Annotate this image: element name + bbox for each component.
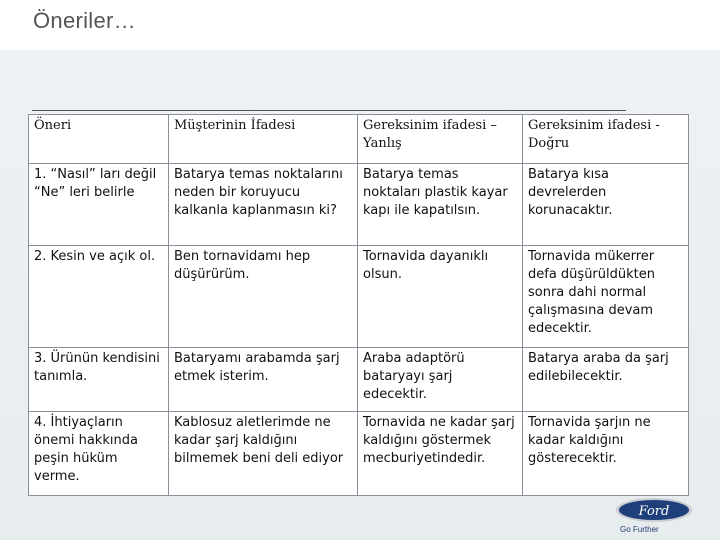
logo-tagline: Go Further: [620, 525, 659, 534]
table-cell: Tornavida ne kadar şarj kaldığını göstermek mecburiyetindedir.: [358, 412, 523, 496]
table-row: [29, 246, 689, 348]
table-cell: Tornavida dayanıklı olsun.: [358, 246, 523, 348]
requirements-table: [28, 114, 689, 496]
table-cell: Batarya temas noktalarını neden bir koruyucu kalkanla kaplanmasın ki?: [169, 164, 358, 246]
page-title: Öneriler…: [33, 8, 136, 33]
table-row: [29, 164, 689, 246]
table-row: [29, 412, 689, 496]
header-cell-oneri: Öneri: [29, 115, 169, 164]
table-cell: Bataryamı arabamda şarj etmek isterim.: [169, 348, 358, 412]
logo-wordmark: Ford: [638, 504, 670, 519]
header-cell-musteri-ifadesi: Müşterinin İfadesi: [169, 115, 358, 164]
table-header-row: [29, 115, 689, 164]
title-divider: [32, 110, 626, 111]
table-cell: Araba adaptörü bataryayı şarj edecektir.: [358, 348, 523, 412]
table-cell: 1. “Nasıl” ları değil “Ne” leri belirle: [29, 164, 169, 246]
table-cell: 4. İhtiyaçların önemi hakkında peşin hüküm verme.: [29, 412, 169, 496]
table-cell: Batarya araba da şarj edilebilecektir.: [523, 348, 689, 412]
header-cell-gereksinim-dogru: Gereksinim ifadesi - Doğru: [523, 115, 689, 164]
table-row: [29, 348, 689, 412]
table-cell: Ben tornavidamı hep düşürürüm.: [169, 246, 358, 348]
table-cell: Tornavida şarjın ne kadar kaldığını gösterecektir.: [523, 412, 689, 496]
header-cell-gereksinim-yanlis: Gereksinim ifadesi – Yanlış: [358, 115, 523, 164]
table-cell: Batarya temas noktaları plastik kayar kapı ile kapatılsın.: [358, 164, 523, 246]
table-cell: Tornavida mükerrer defa düşürüldükten sonra dahi normal çalışmasına devam edecektir.: [523, 246, 689, 348]
table-cell: Kablosuz aletlerimde ne kadar şarj kaldığını bilmemek beni deli ediyor: [169, 412, 358, 496]
table-cell: Batarya kısa devrelerden korunacaktır.: [523, 164, 689, 246]
table-cell: 2. Kesin ve açık ol.: [29, 246, 169, 348]
table-cell: 3. Ürünün kendisini tanımla.: [29, 348, 169, 412]
